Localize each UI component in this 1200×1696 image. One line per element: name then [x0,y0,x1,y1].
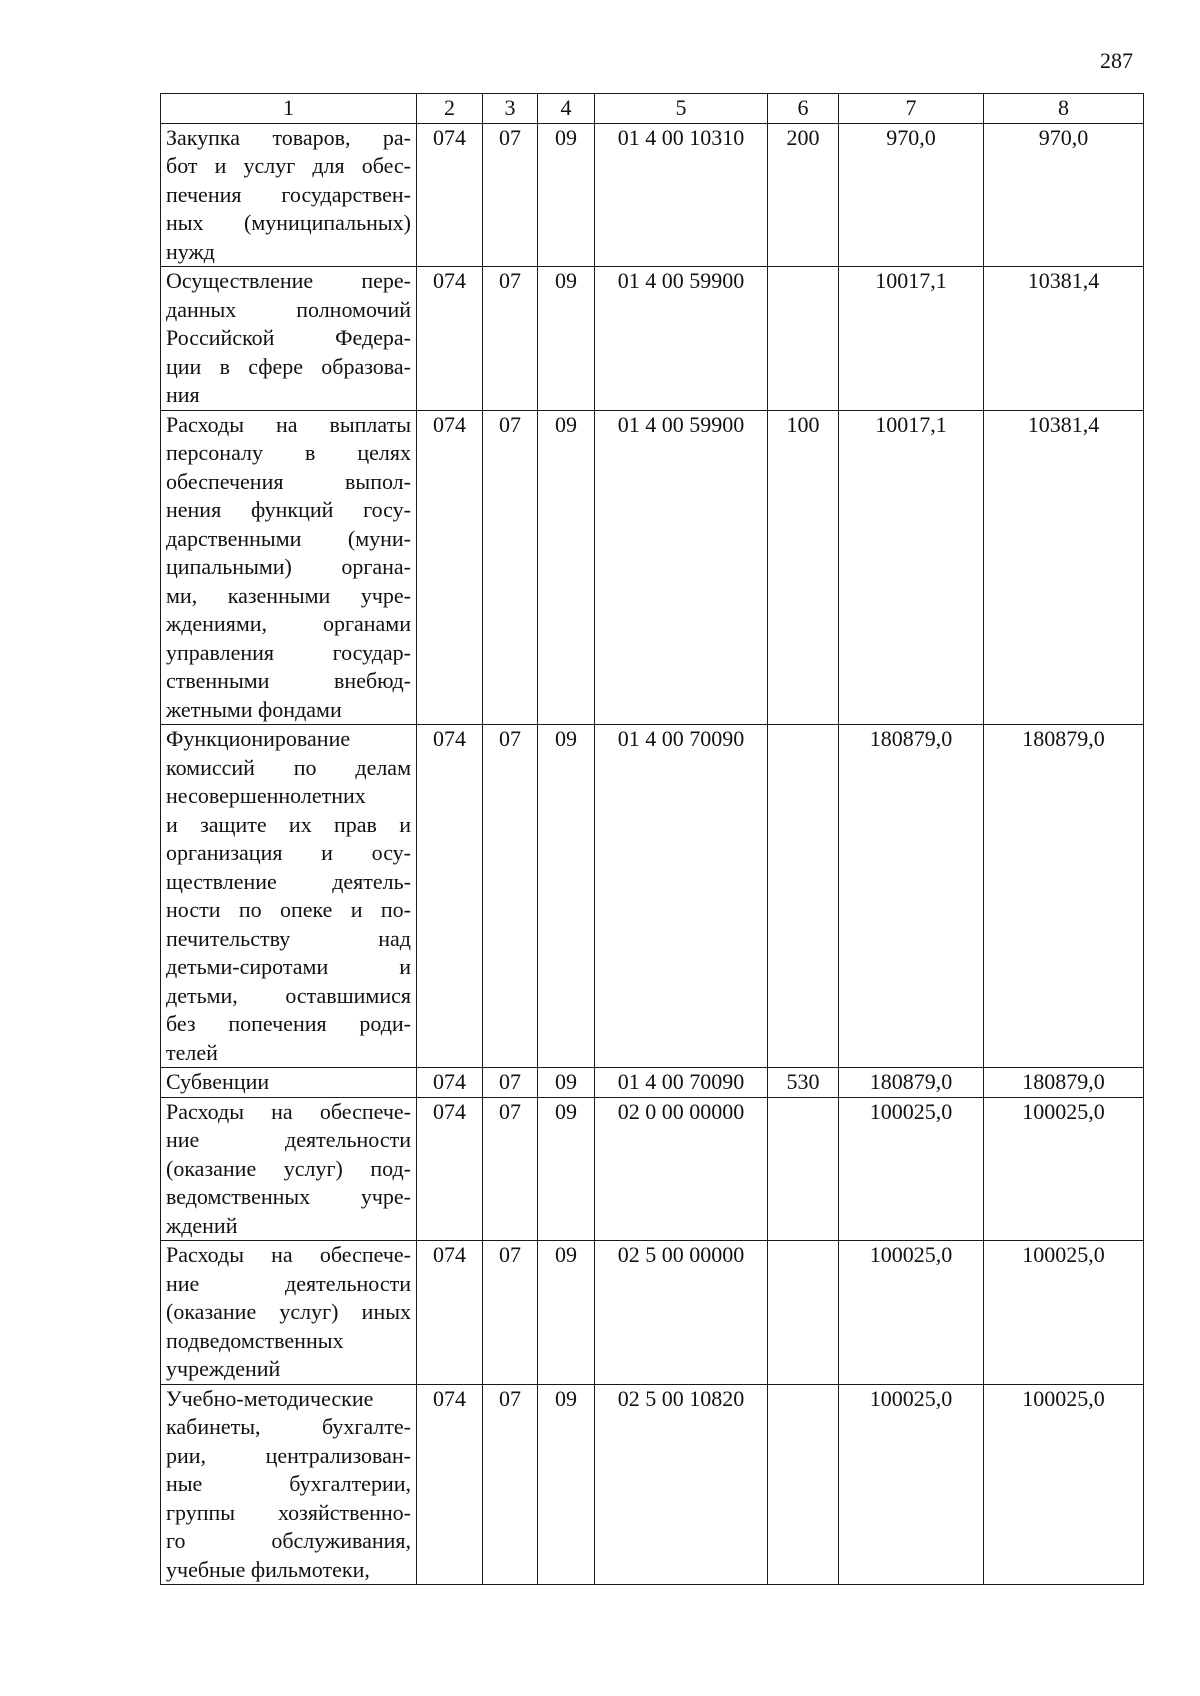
row-cell-col-3: 07 [483,1068,538,1098]
row-cell-col-4: 09 [538,1241,595,1385]
row-cell-col-3: 07 [483,1097,538,1241]
row-description [161,123,417,267]
row-cell-col-5: 02 5 00 00000 [595,1241,768,1385]
description-line: управления государ- [166,639,411,665]
row-cell-col-6 [768,267,839,411]
table-row [161,267,1144,411]
row-cell-col-2: 074 [417,1384,483,1585]
description-line: ми, казенными учре- [166,582,411,608]
description-line: детьми-сиротами и [166,954,411,979]
row-cell-col-3: 07 [483,725,538,1068]
description-line: Функционирование [166,726,351,751]
description-line: учебные фильмотеки, [166,1556,370,1582]
row-cell-col-2: 074 [417,1097,483,1241]
description-line: кабинеты, бухгалте- [166,1414,411,1439]
row-cell-col-2: 074 [417,1241,483,1385]
description-line: ных (муниципальных) [166,210,411,235]
description-line: Расходы на обеспече- [166,1242,411,1267]
description-line: телей [166,1039,218,1065]
row-cell-col-8: 100025,0 [984,1097,1144,1241]
row-cell-col-3: 07 [483,267,538,411]
row-cell-col-4: 09 [538,1068,595,1098]
row-cell-col-6 [768,725,839,1068]
description-line: (оказание услуг) под- [166,1155,411,1181]
row-cell-col-4: 09 [538,1384,595,1585]
description-line: ные бухгалтерии, [166,1471,411,1496]
description-line: ние деятельности [166,1270,411,1296]
table-row [161,123,1144,267]
row-cell-col-7: 100025,0 [839,1384,984,1585]
description-line: бот и услуг для обес- [166,153,411,178]
row-cell-col-5: 01 4 00 59900 [595,267,768,411]
description-line: несовершеннолетних [166,783,366,808]
header-cell: 5 [595,94,768,124]
table-row [161,1097,1144,1241]
row-cell-col-4: 09 [538,123,595,267]
row-cell-col-2: 074 [417,410,483,725]
row-cell-col-4: 09 [538,1097,595,1241]
header-cell: 3 [483,94,538,124]
description-line: ждениями, органами [166,611,411,636]
row-cell-col-6 [768,1241,839,1385]
row-cell-col-7: 10017,1 [839,267,984,411]
table-row [161,1068,1144,1098]
description-line: обеспечения выпол- [166,468,411,494]
description-line: группы хозяйственно- [166,1499,411,1525]
description-line: ждений [166,1212,238,1238]
row-cell-col-8: 180879,0 [984,725,1144,1068]
description-line: Субвенции [166,1069,270,1094]
row-cell-col-3: 07 [483,123,538,267]
row-cell-col-6: 100 [768,410,839,725]
row-cell-col-8: 10381,4 [984,410,1144,725]
description-line: комиссий по делам [166,754,411,780]
row-description [161,1384,417,1585]
description-line: печительству над [166,925,411,951]
row-cell-col-8: 100025,0 [984,1384,1144,1585]
row-cell-col-5: 01 4 00 70090 [595,725,768,1068]
description-line: го обслуживания, [166,1528,411,1553]
description-line: подведомственных [166,1327,344,1353]
description-line: печения государствен- [166,181,411,207]
description-line: жетными фондами [166,696,342,722]
row-description [161,1097,417,1241]
description-line: ние деятельности [166,1127,411,1152]
row-description [161,1068,417,1098]
description-line: ния [166,382,200,407]
row-cell-col-3: 07 [483,1384,538,1585]
description-line: (оказание услуг) иных [166,1299,411,1324]
description-line: ведомственных учре- [166,1184,411,1209]
table-row [161,410,1144,725]
row-cell-col-2: 074 [417,725,483,1068]
description-line: учреждений [166,1356,281,1381]
row-cell-col-6 [768,1097,839,1241]
row-cell-col-8: 180879,0 [984,1068,1144,1098]
table-body [161,123,1144,1585]
description-line: Расходы на выплаты [166,411,411,437]
row-cell-col-8: 970,0 [984,123,1144,267]
row-cell-col-5: 01 4 00 70090 [595,1068,768,1098]
row-cell-col-3: 07 [483,1241,538,1385]
row-cell-col-6: 200 [768,123,839,267]
row-cell-col-7: 180879,0 [839,725,984,1068]
row-cell-col-8: 100025,0 [984,1241,1144,1385]
row-cell-col-2: 074 [417,267,483,411]
row-cell-col-4: 09 [538,267,595,411]
table-row [161,1384,1144,1585]
row-cell-col-2: 074 [417,1068,483,1098]
description-line: ности по опеке и по- [166,897,411,922]
row-cell-col-5: 01 4 00 10310 [595,123,768,267]
budget-table [160,93,1144,1585]
description-line: без попечения роди- [166,1011,411,1036]
row-cell-col-4: 09 [538,410,595,725]
description-line: ществление деятель- [166,868,411,894]
row-cell-col-2: 074 [417,123,483,267]
row-cell-col-6 [768,1384,839,1585]
description-line: нения функций госу- [166,497,411,522]
row-description [161,267,417,411]
header-cell: 7 [839,94,984,124]
description-line: Российской Федера- [166,325,411,350]
header-cell: 1 [161,94,417,124]
description-line: дарственными (муни- [166,525,411,551]
description-line: ственными внебюд- [166,668,411,693]
table-row [161,725,1144,1068]
description-line: персоналу в целях [166,440,411,465]
row-cell-col-4: 09 [538,725,595,1068]
header-cell: 4 [538,94,595,124]
header-cell: 2 [417,94,483,124]
row-description [161,725,417,1068]
row-cell-col-3: 07 [483,410,538,725]
table-row [161,1241,1144,1385]
description-line: Осуществление пере- [166,268,411,293]
description-line: данных полномочий [166,296,411,322]
row-cell-col-5: 02 5 00 10820 [595,1384,768,1585]
row-description [161,410,417,725]
row-cell-col-7: 10017,1 [839,410,984,725]
description-line: ции в сфере образова- [166,353,411,379]
row-cell-col-7: 180879,0 [839,1068,984,1098]
description-line: организация и осу- [166,840,411,865]
description-line: Закупка товаров, ра- [166,124,411,150]
header-cell: 6 [768,94,839,124]
description-line: детьми, оставшимися [166,982,411,1008]
header-row [161,94,1144,124]
row-cell-col-7: 100025,0 [839,1097,984,1241]
page-number: 287 [1100,48,1133,73]
description-line: и защите их прав и [166,811,411,837]
row-cell-col-7: 970,0 [839,123,984,267]
row-cell-col-8: 10381,4 [984,267,1144,411]
row-cell-col-7: 100025,0 [839,1241,984,1385]
row-cell-col-6: 530 [768,1068,839,1098]
row-cell-col-5: 01 4 00 59900 [595,410,768,725]
row-cell-col-5: 02 0 00 00000 [595,1097,768,1241]
header-cell: 8 [984,94,1144,124]
row-description [161,1241,417,1385]
description-line: ципальными) органа- [166,554,411,579]
description-line: Учебно-методические [166,1385,374,1411]
description-line: нужд [166,238,215,264]
description-line: Расходы на обеспече- [166,1098,411,1124]
description-line: рии, централизован- [166,1442,411,1468]
